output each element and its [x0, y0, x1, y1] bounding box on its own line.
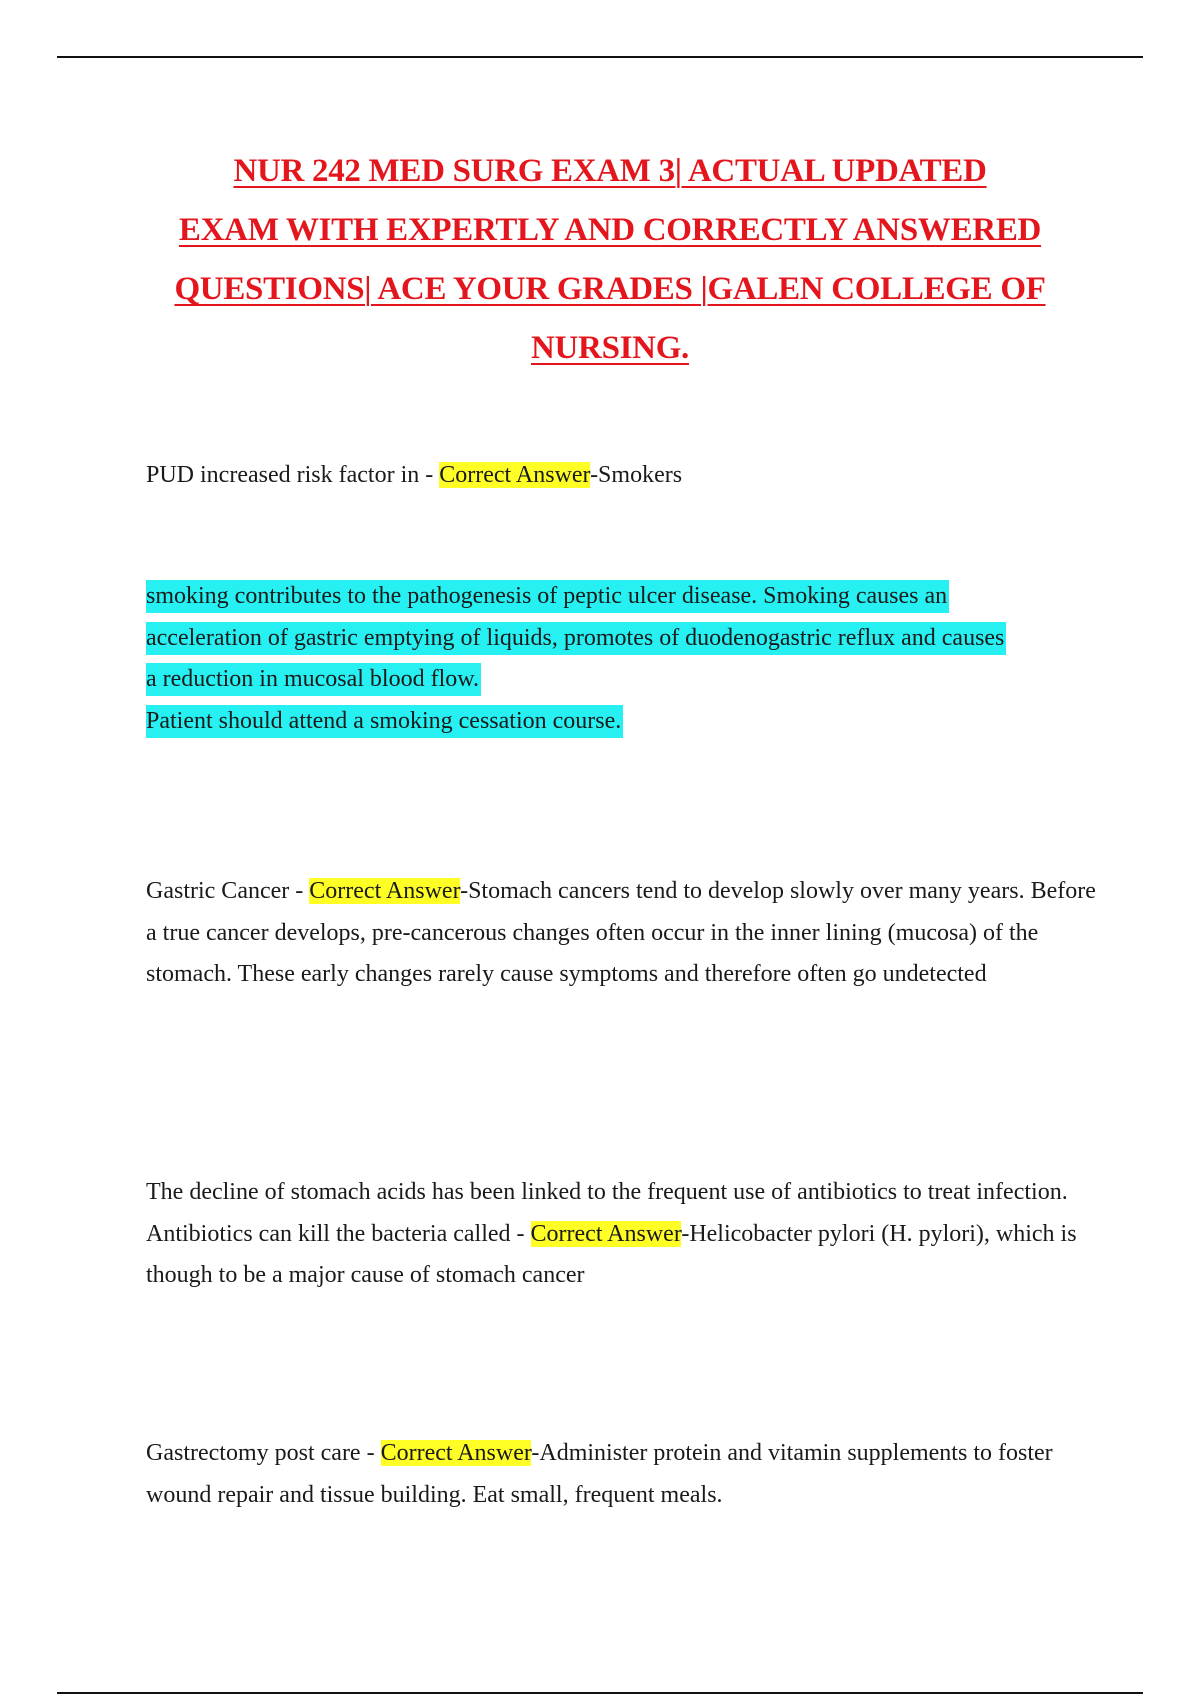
title-line: NURSING. [530, 330, 690, 366]
explanation-line: acceleration of gastric emptying of liquids, promotes of duodenogastric reflux and causes [146, 622, 1006, 655]
answer-text: -Administer protein and vitamin supplements to foster wound repair and tissue building. Eat small, frequent meals. [146, 1440, 1053, 1508]
answer-label: Correct Answer [530, 1220, 682, 1247]
qa-item [146, 455, 1096, 497]
explanation-line: Patient should attend a smoking cessation course. [146, 705, 623, 738]
answer-label: Correct Answer [380, 1440, 532, 1466]
question-text: The decline of stomach acids has been linked to the frequent use of antibiotics to treat infection. Antibiotics can kill the bacteria called - [146, 1179, 1068, 1247]
qa-item [146, 1172, 1096, 1297]
question-text: Gastrectomy post care - [146, 1440, 381, 1466]
explanation-block [146, 576, 1106, 742]
title-line: NUR 242 MED SURG EXAM 3| ACTUAL UPDATED [233, 153, 987, 189]
title-line: QUESTIONS| ACE YOUR GRADES |GALEN COLLEGE OF [174, 271, 1046, 307]
bottom-rule [57, 1692, 1143, 1694]
answer-text: -Helicobacter pylori (H. pylori), which is though to be a major cause of stomach cancer [146, 1220, 1077, 1288]
answer-text: -Stomach cancers tend to develop slowly over many years. Before a true cancer develops, pre-cancerous changes often occur in the inner lining (mucosa) of the stomach. These early changes rarely cause symptoms and therefore often go undetected [146, 878, 1096, 987]
answer-text: -Smokers [590, 462, 683, 488]
title-line: EXAM WITH EXPERTLY AND CORRECTLY ANSWERED [178, 212, 1042, 248]
qa-item [146, 871, 1096, 996]
answer-label: Correct Answer [309, 878, 461, 904]
explanation-line: a reduction in mucosal blood flow. [146, 663, 481, 696]
explanation-line: smoking contributes to the pathogenesis of peptic ulcer disease. Smoking causes an [146, 580, 949, 613]
question-text: Gastric Cancer - [146, 878, 310, 904]
question-text: PUD increased risk factor in - [146, 462, 440, 488]
document-title [140, 142, 1080, 378]
qa-item [146, 1433, 1096, 1516]
top-rule [57, 56, 1143, 58]
answer-label: Correct Answer [439, 462, 591, 488]
